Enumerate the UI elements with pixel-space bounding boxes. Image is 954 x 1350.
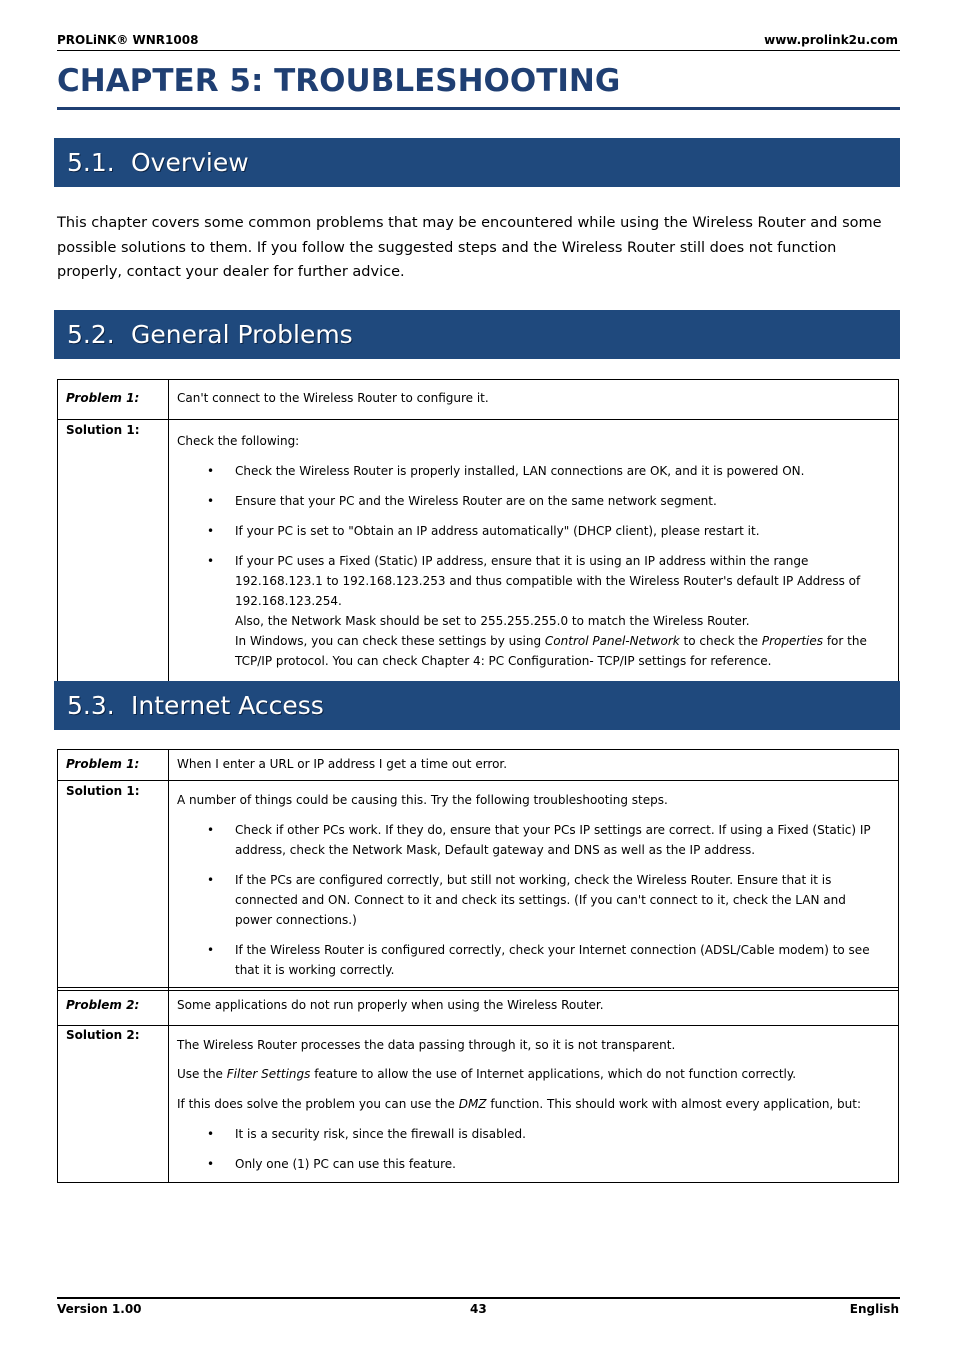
solution-content bbox=[169, 1026, 899, 1183]
list-item: • If the PCs are configured correctly, but still not working, check the Wireless Router. Ensure that it is connected and ON. Connect to it and check its settings. (If you can't connect to it, check the LAN and power connections.) bbox=[177, 870, 886, 930]
list-item: • It is a security risk, since the firewall is disabled. bbox=[177, 1124, 886, 1144]
section-title: General Problems bbox=[131, 320, 353, 349]
network-mask-note: Also, the Network Mask should be set to 255.255.255.0 to match the Wireless Router. bbox=[235, 614, 750, 628]
problem-label: Problem 1: bbox=[58, 750, 169, 781]
problem-text: Some applications do not run properly when using the Wireless Router. bbox=[169, 988, 899, 1026]
solution-label: Solution 2: bbox=[58, 1026, 169, 1183]
solution-list bbox=[177, 820, 886, 980]
footer-language: English bbox=[849, 1302, 899, 1316]
list-item: • If your PC is set to "Obtain an IP address automatically" (DHCP client), please restart it. bbox=[177, 521, 886, 541]
internet-problem-2-table bbox=[57, 987, 899, 1183]
footer-version: Version 1.00 bbox=[57, 1302, 142, 1316]
footer-divider bbox=[57, 1297, 900, 1299]
overview-paragraph: This chapter covers some common problems that may be encountered while using the Wireless Router and some possible solutions to them. If you follow the suggested steps and the Wireless Router still does not function properly, contact your dealer for further advice. bbox=[57, 215, 882, 280]
list-item: • Ensure that your PC and the Wireless Router are on the same network segment. bbox=[177, 491, 886, 511]
solution-list bbox=[177, 461, 886, 671]
section-title: Internet Access bbox=[131, 691, 324, 720]
problem-text: Can't connect to the Wireless Router to configure it. bbox=[169, 380, 899, 420]
chapter-divider bbox=[57, 107, 900, 110]
section-number: 5.2. bbox=[67, 320, 115, 349]
section-heading-internet-access bbox=[54, 681, 900, 730]
solution-label: Solution 1: bbox=[58, 781, 169, 991]
header-url: www.prolink2u.com bbox=[764, 33, 898, 47]
problem-text: When I enter a URL or IP address I get a time out error. bbox=[169, 750, 899, 781]
internet-problem-1-table bbox=[57, 749, 899, 991]
general-problem-table bbox=[57, 379, 899, 682]
list-item: • If the Wireless Router is configured correctly, check your Internet connection (ADSL/Cable modem) to see that it is working correctly. bbox=[177, 940, 886, 980]
section-number: 5.3. bbox=[67, 691, 115, 720]
section-heading-overview bbox=[54, 138, 900, 187]
static-ip-note: • If your PC uses a Fixed (Static) IP address, ensure that it is using an IP address within the range 192.168.123.1 to 192.168.123.253 and thus compatible with the Wireless Router's default IP Address of 192.168.123.254. bbox=[235, 554, 861, 608]
section-title: Overview bbox=[131, 148, 249, 177]
section-number: 5.1. bbox=[67, 148, 115, 177]
header-product: PROLiNK® WNR1008 bbox=[57, 33, 199, 47]
list-item: • Check the Wireless Router is properly installed, LAN connections are OK, and it is powered ON. bbox=[177, 461, 886, 481]
filter-settings-note: Use the Filter Settings feature to allow the use of Internet applications, which do not function correctly. bbox=[177, 1067, 797, 1081]
transparency-note: The Wireless Router processes the data passing through it, so it is not transparent. bbox=[177, 1038, 676, 1052]
problem-label: Problem 1: bbox=[58, 380, 169, 420]
solution-intro: Check the following: bbox=[177, 434, 300, 448]
header-divider bbox=[57, 50, 900, 51]
list-item: • Check if other PCs work. If they do, ensure that your PCs IP settings are correct. If using a Fixed (Static) IP address, check the Network Mask, Default gateway and DNS as well as the IP address. bbox=[177, 820, 886, 860]
solution-list bbox=[177, 1124, 886, 1174]
list-item bbox=[177, 551, 886, 671]
page-number: 43 bbox=[470, 1302, 487, 1316]
problem-label: Problem 2: bbox=[58, 988, 169, 1026]
chapter-title: CHAPTER 5: TROUBLESHOOTING bbox=[57, 63, 621, 99]
list-item: • Only one (1) PC can use this feature. bbox=[177, 1154, 886, 1174]
solution-content bbox=[169, 781, 899, 991]
solution-intro: A number of things could be causing this. Try the following troubleshooting steps. bbox=[177, 793, 668, 807]
windows-note: In Windows, you can check these settings by using Control Panel-Network to check the Properties for the TCP/IP protocol. You can check Chapter 4: PC Configuration- TCP/IP settings for reference. bbox=[235, 634, 867, 668]
solution-content bbox=[169, 420, 899, 682]
dmz-note: If this does solve the problem you can use the DMZ function. This should work with almost every application, but: bbox=[177, 1097, 862, 1111]
solution-label: Solution 1: bbox=[58, 420, 169, 682]
section-heading-general-problems bbox=[54, 310, 900, 359]
